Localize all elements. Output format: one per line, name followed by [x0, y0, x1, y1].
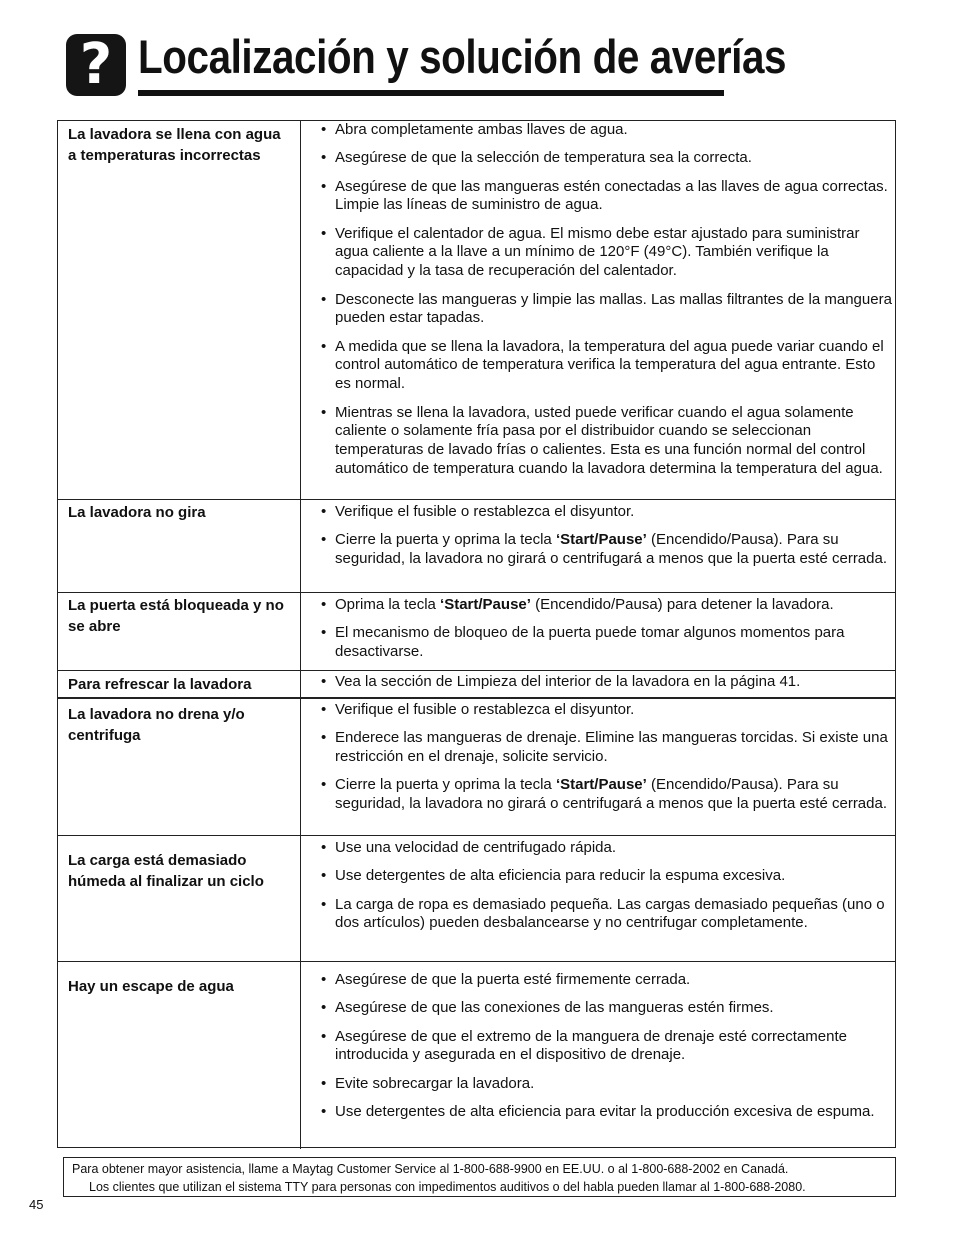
problem-label: La puerta está bloqueada y no se abre [68, 597, 284, 635]
problem-label: La lavadora no gira [68, 504, 206, 521]
key-name: ‘Start/Pause’ [555, 776, 647, 794]
troubleshooting-table [57, 120, 896, 1148]
question-mark-icon: ? [66, 34, 126, 96]
problem-label: Para refrescar la lavadora [68, 676, 252, 693]
solution-item: • Asegúrese de que la puerta esté firmemente cerrada. [320, 971, 892, 990]
solution-item: • Asegúrese de que la selección de temperatura sea la correcta. [320, 149, 892, 168]
column-divider [300, 500, 301, 592]
solution-item: • Asegúrese de que el extremo de la manguera de drenaje esté correctamente introducida y asegurada en el dispositivo de drenaje. [320, 1028, 892, 1066]
solution-list [320, 503, 892, 578]
solution-list [320, 839, 892, 943]
solution-item: • Abra completamente ambas llaves de agua. [320, 121, 892, 140]
key-name: ‘Start/Pause’ [440, 596, 531, 613]
solution-item [320, 596, 892, 615]
problem-label: La lavadora no drena y/o centrifuga [68, 706, 245, 744]
solution-item: • La carga de ropa es demasiado pequeña. Las cargas demasiado pequeñas (uno o dos artículos) pueden desbalancearse y no centrifugar completamente. [320, 896, 892, 934]
solution-item: • El mecanismo de bloqueo de la puerta puede tomar algunos momentos para desactivarse. [320, 624, 892, 662]
solution-text: (Encendido/Pausa) para detener la lavadora. [530, 596, 834, 613]
solution-item: • Verifique el fusible o restablezca el disyuntor. [320, 503, 892, 522]
solution-list [320, 701, 892, 823]
solution-text: (Encendido/Pausa). Para su seguridad, la lavadora no girará o centrifugará a menos que la puerta esté cerrada. [335, 776, 888, 813]
footer-line-2: Los clientes que utilizan el sistema TTY para personas con impedimentos auditivos o del habla pueden llamar al 1-800-688-2080. [89, 1180, 806, 1194]
solution-item: • Asegúrese de que las mangueras estén conectadas a las llaves de agua correctas. Limpie las líneas de suministro de agua. [320, 178, 892, 216]
solution-item: • Desconecte las mangueras y limpie las mallas. Las mallas filtrantes de la manguera pueden estar tapadas. [320, 291, 892, 329]
column-divider [300, 836, 301, 961]
solution-item: • Verifique el fusible o restablezca el disyuntor. [320, 701, 892, 720]
problem-label: La lavadora se llena con agua a temperaturas incorrectas [68, 126, 281, 164]
solution-item: • Enderece las mangueras de drenaje. Elimine las mangueras torcidas. Si existe una restricción en el drenaje, solicite servicio. [320, 729, 892, 767]
solution-item [320, 531, 892, 569]
solution-text: Cierre la puerta y oprima la tecla [335, 776, 556, 794]
solution-list [320, 121, 892, 488]
solution-item: • Asegúrese de que las conexiones de las mangueras estén firmes. [320, 999, 892, 1018]
solution-item: • Use una velocidad de centrifugado rápida. [320, 839, 892, 858]
table-row [58, 835, 895, 961]
solution-list [320, 971, 892, 1131]
solution-item: • A medida que se llena la lavadora, la temperatura del agua puede variar cuando el control automático de temperatura verifica la temperatura del agua entrante. Esto es normal. [320, 338, 892, 394]
solution-item: • Use detergentes de alta eficiencia para reducir la espuma excesiva. [320, 867, 892, 886]
problem-label: La carga está demasiado húmeda al finalizar un ciclo [68, 852, 264, 890]
table-row [58, 961, 895, 1149]
solution-item: • Vea la sección de Limpieza del interior de la lavadora en la página 41. [320, 673, 892, 692]
solution-item: • Mientras se llena la lavadora, usted puede verificar cuando el agua solamente caliente o solamente fría pasa por el distribuidor cuando se seleccionan temperaturas de lavado frías o calientes. Esta es una función normal del control automático de temperatura cuando la lavadora determina la temperatura del agua. [320, 404, 892, 479]
solution-item: • Evite sobrecargar la lavadora. [320, 1075, 892, 1094]
table-row [58, 697, 895, 835]
key-name: ‘Start/Pause’ [555, 531, 647, 549]
column-divider [300, 699, 301, 835]
column-divider [300, 962, 301, 1149]
table-row [58, 121, 895, 499]
solution-text: (Encendido/Pausa). Para su seguridad, la lavadora no girará o centrifugará a menos que la puerta esté cerrada. [335, 531, 888, 568]
solution-item [320, 776, 892, 814]
page-title: Localización y solución de averías [138, 30, 787, 83]
column-divider [300, 593, 301, 670]
page-header [66, 26, 787, 98]
table-row [58, 670, 895, 697]
page-number: 45 [29, 1197, 44, 1212]
problem-label: Hay un escape de agua [68, 978, 234, 995]
solution-text: Cierre la puerta y oprima la tecla [335, 531, 556, 549]
solution-text: Oprima la tecla [335, 596, 441, 613]
assistance-footer [63, 1157, 896, 1197]
table-row [58, 592, 895, 670]
solution-item: • Use detergentes de alta eficiencia para evitar la producción excesiva de espuma. [320, 1103, 892, 1122]
solution-list [320, 596, 892, 671]
solution-item: • Verifique el calentador de agua. El mismo debe estar ajustado para suministrar agua caliente a la llave a un mínimo de 120°F (49°C). También verifique la capacidad y la tasa de recuperación del calentador. [320, 225, 892, 281]
column-divider [300, 121, 301, 499]
footer-line-1: Para obtener mayor asistencia, llame a Maytag Customer Service al 1-800-688-9900 en EE.UU. o al 1-800-688-2002 en Canadá. [72, 1162, 789, 1176]
title-underline [138, 90, 724, 96]
column-divider [300, 671, 301, 697]
table-row [58, 499, 895, 592]
